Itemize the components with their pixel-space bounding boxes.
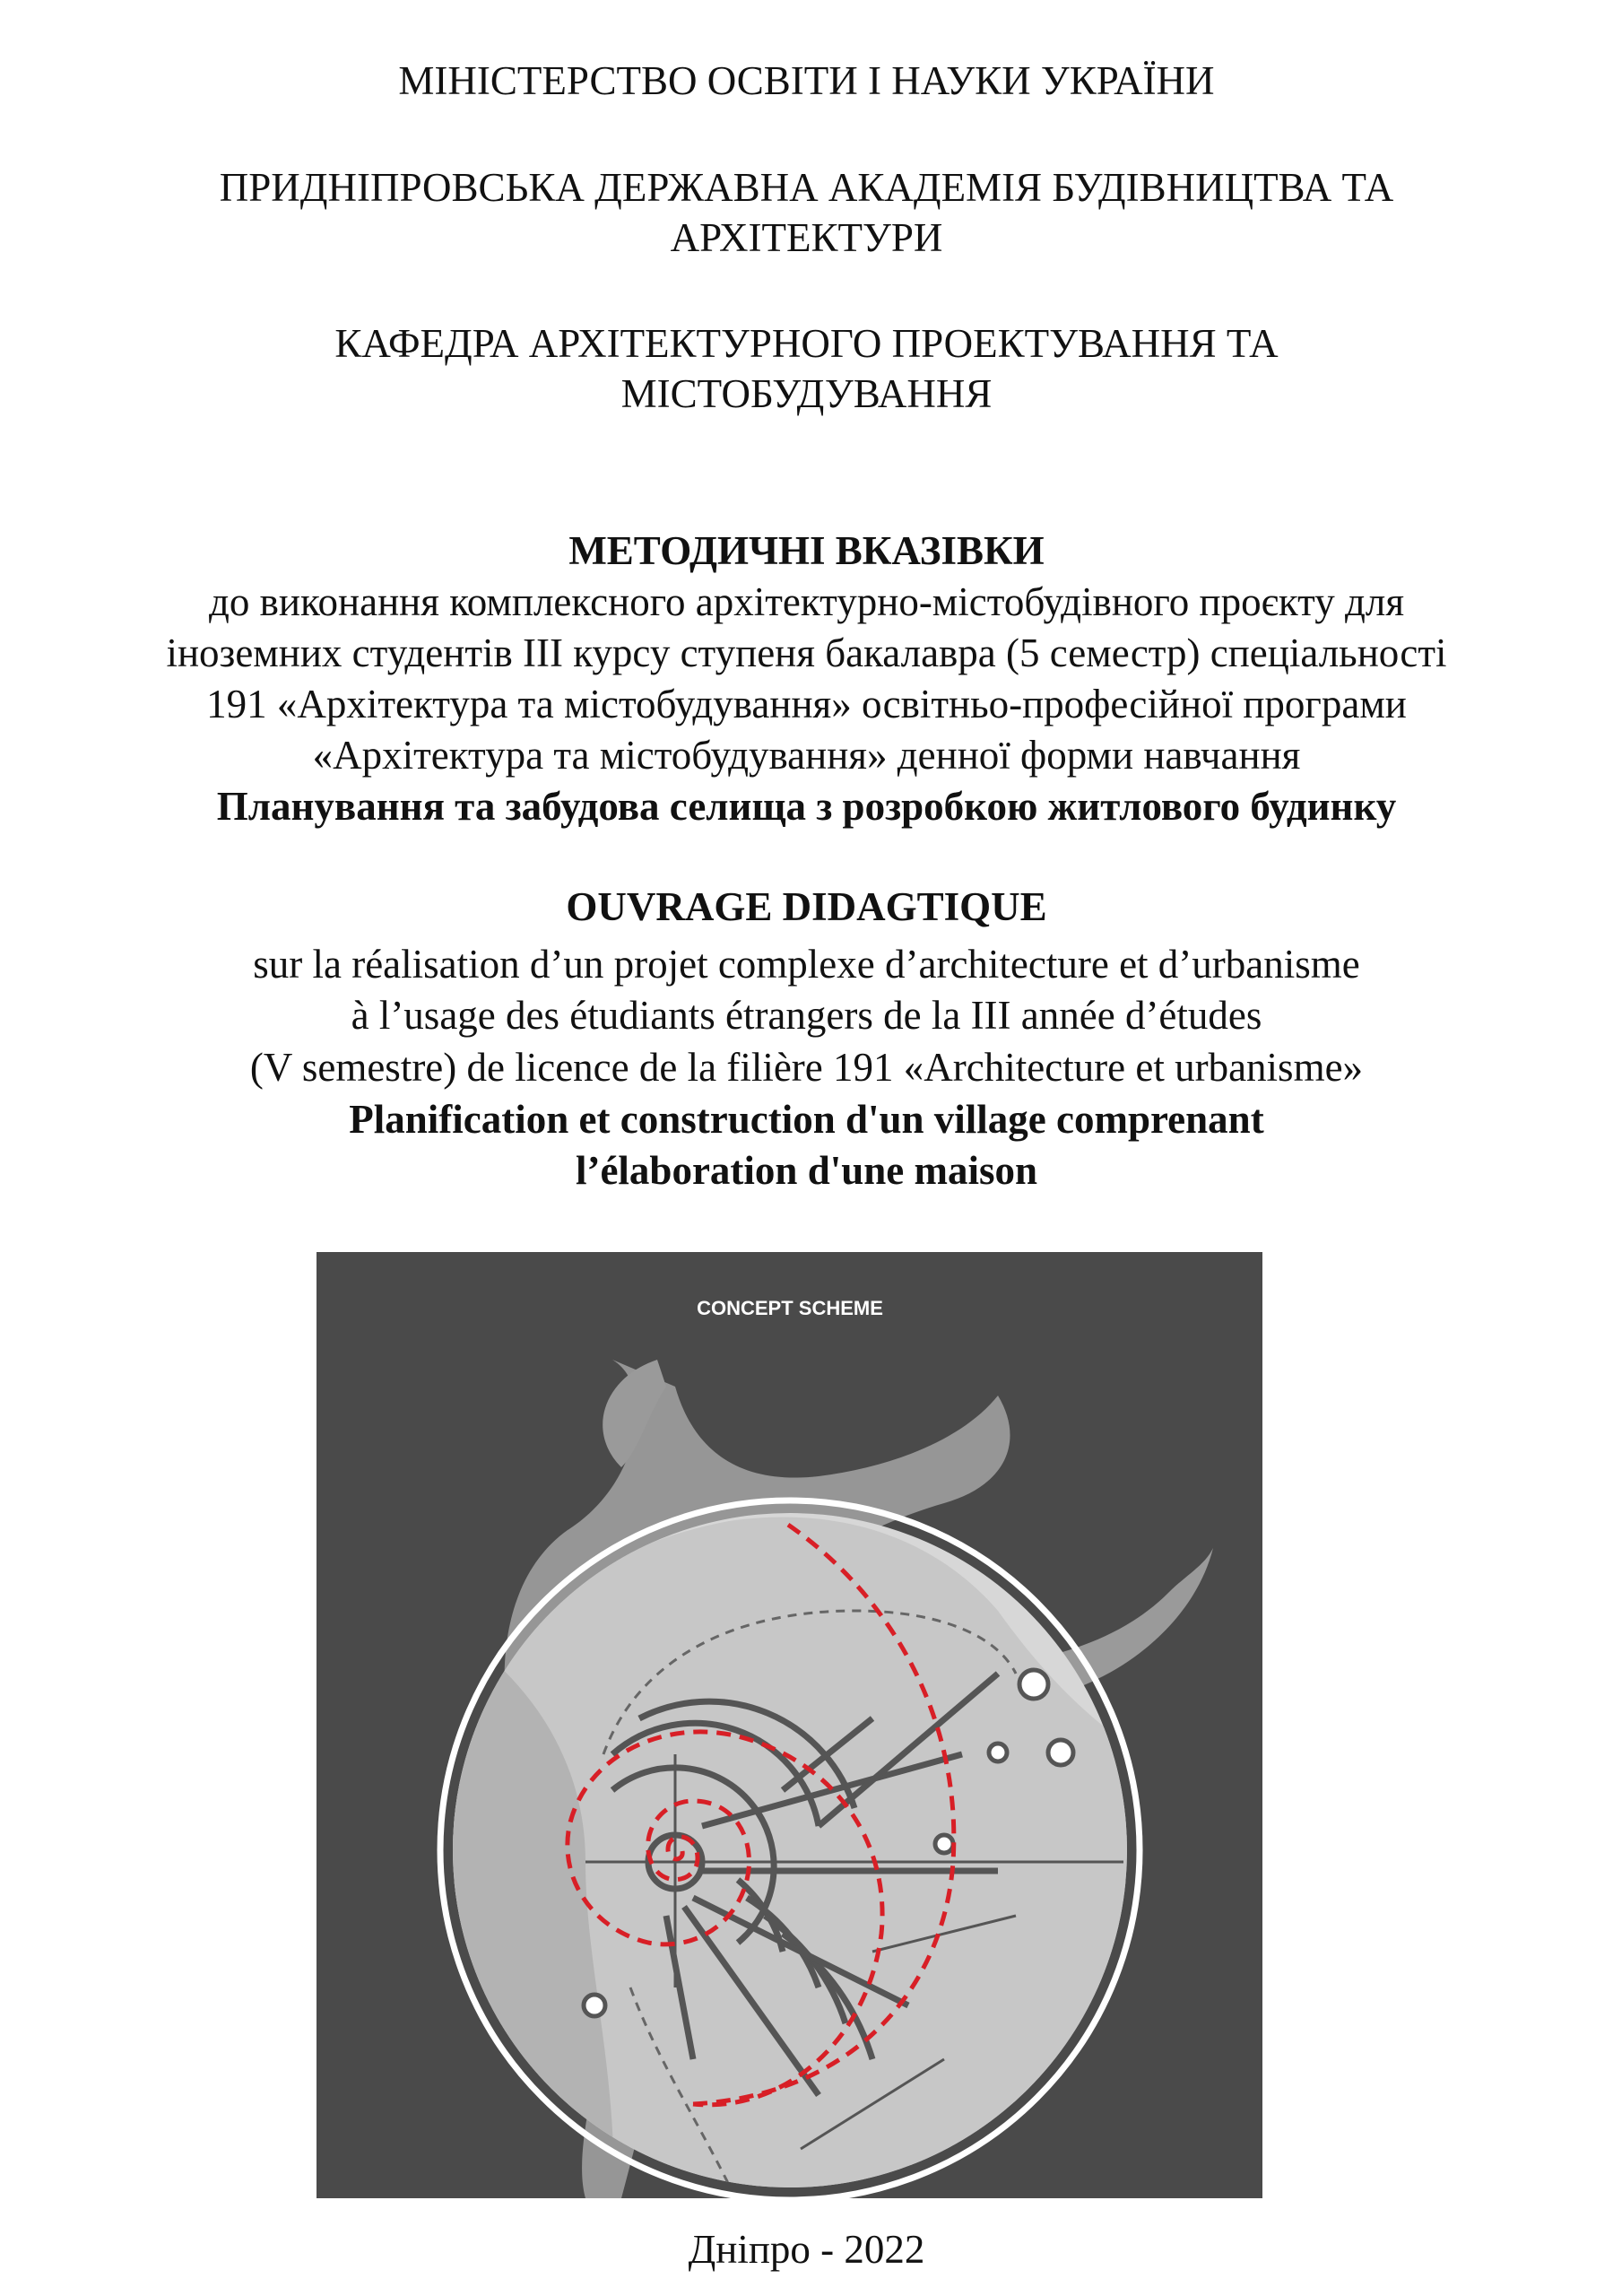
fr-subtitle-line-1: Planification et construction d'un village comprenant [349,1097,1264,1142]
ua-description-line-3: 191 «Архітектура та містобудування» освітньо-професійної програми [206,682,1407,726]
fr-subtitle-line-2: l’élaboration d'une maison [575,1148,1038,1193]
department-heading-line-2: МІСТОБУДУВАННЯ [620,371,993,416]
ua-description-line-1: до виконання комплексного архітектурно-містобудівного проєкту для [208,579,1405,624]
fr-description-line-2: à l’usage des étudiants étrangers de la III année d’études [351,993,1262,1038]
ministry-heading: МІНІСТЕРСТВО ОСВІТИ І НАУКИ УКРАЇНИ [398,58,1215,103]
department-heading-line-1: КАФЕДРА АРХІТЕКТУРНОГО ПРОЕКТУВАННЯ ТА [334,321,1279,366]
ua-description-line-4: «Архітектура та містобудування» денної форми навчання [312,733,1301,778]
footer-place-year: Дніпро - 2022 [688,2227,925,2272]
concept-scheme-label: CONCEPT SCHEME [697,1297,883,1319]
fr-description-line-1: sur la réalisation d’un projet complexe d’architecture et d’urbanisme [253,942,1360,987]
ua-title: МЕТОДИЧНІ ВКАЗІВКИ [568,528,1045,573]
concept-scheme-figure [317,1252,1262,2198]
fr-title: OUVRAGE DIDAGTIQUE [566,884,1047,929]
ua-subtitle: Планування та забудова селища з розробкою житлового будинку [216,784,1397,829]
academy-heading-line-1: ПРИДНІПРОВСЬКА ДЕРЖАВНА АКАДЕМІЯ БУДІВНИЦТВА ТА [219,165,1394,210]
ua-description-line-2: іноземних студентів ІІІ курсу ступеня бакалавра (5 семестр) спеціальності [166,631,1447,675]
academy-heading-line-2: АРХІТЕКТУРИ [670,215,943,260]
fr-description-line-3: (V semestre) de licence de la filière 191 «Architecture et urbanisme» [249,1045,1364,1090]
concept-scheme-diagram [317,1252,1262,2198]
